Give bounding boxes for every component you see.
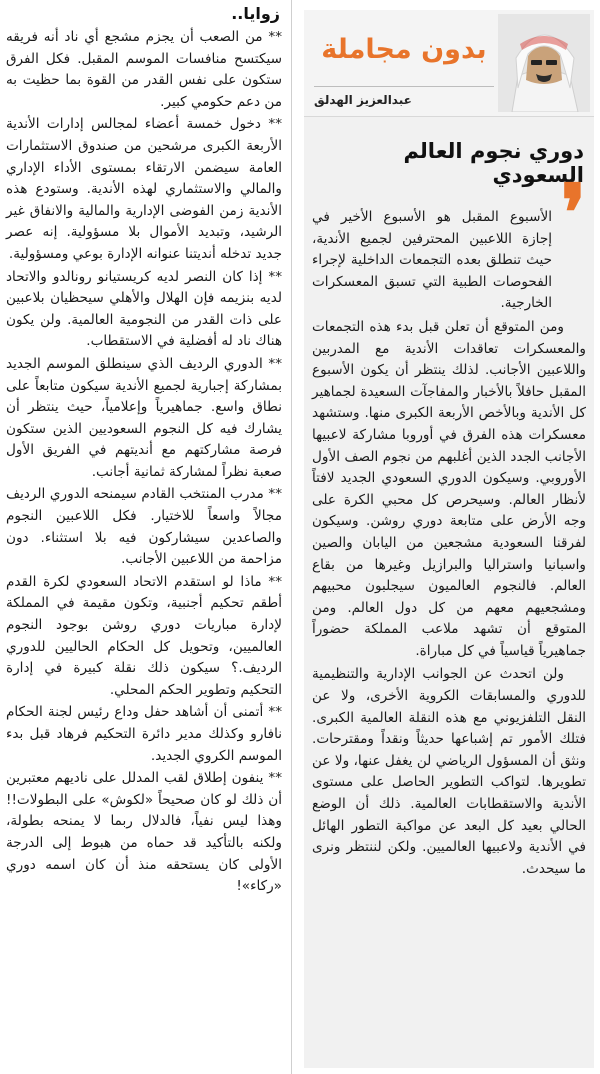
column-name: بدون مجاملة xyxy=(321,34,487,65)
column-banner xyxy=(304,10,594,117)
article-headline: دوري نجوم العالم السعودي xyxy=(403,139,584,187)
zawaya-item: ** أتمنى أن أشاهد حفل وداع رئيس لجنة الحكام نافارو وكذلك مدير دائرة التحكيم فرهاد قبل بدء الموسم الكروي الجديد. xyxy=(6,704,282,764)
zawaya-items xyxy=(6,27,282,898)
zawaya-item: ** إذا كان النصر لديه كريستيانو رونالدو والاتحاد لديه بنزيمه فإن الهلال والأهلي سيحظيان بلاعبين على ذات القدر من النجومية العالمية. ولن يكون هناك ناد له أفضلية في الاستقطاب. xyxy=(6,268,282,350)
article-paragraph: ولن اتحدث عن الجوانب الإدارية والتنظيمية للدوري والمسابقات الكروية الأخرى، ولا عن النقل التلفزيوني مع هذه النقلة العالمية الكبرى. فتلك الأمور تم إشباعها حديثاً ونقداً ومقترحات. ونثق أن المسؤول الرياضي لن يغفل عنها، ولا عن تطويرها. لتواكب التطوير الحاصل على مستوى الأندية والاستقطابات العالمية. ذلك أن الوضع الحالي بعيد كل البعد عن مواكبة التطور الهائل في الأندية ولاعبيها العالميين. ولكن لننتظر ونرى ما سيحدث. xyxy=(312,666,586,877)
zawaya-item: ** ماذا لو استقدم الاتحاد السعودي لكرة القدم أطقم تحكيم أجنبية، وتكون مقيمة في المملكة لإدارة مباريات دوري روشن بوجود النجوم العالميين، وتحويل كل الحكام الحاليين للدوري الرديف.؟ سيكون ذلك نقلة كبيرة في إدارة التحكيم وتطوير الحكم المحلي. xyxy=(6,573,282,698)
quote-mark-icon: ❜ xyxy=(560,168,586,259)
author-portrait-illustration xyxy=(498,14,590,112)
author-name: عبدالعزيز الهدلق xyxy=(314,86,494,107)
zawaya-item: ** الدوري الرديف الذي سينطلق الموسم الجديد بمشاركة إجبارية لجميع الأندية سيكون متابعاً على نطاق واسع. جماهيرياً وإعلامياً، حيث ينتظر أن يشارك فيه كل النجوم السعوديين الذين ستكون فرصة مشاركتهم مع أنديتهم في الفريق الأول صعبة نظراً لمشاركة ثمانية أجانب. xyxy=(6,355,282,480)
article-body xyxy=(304,207,594,880)
article-paragraph: ومن المتوقع أن تعلن قبل بدء هذه التجمعات والمعسكرات تعاقدات الأندية مع المدربين واللاعبين الأجانب. لذلك ينتظر أن يكون الأسبوع المقبل حافلاً بالأخبار والمفاجآت السعيدة لجماهير كل الأندية وبالأخص الأربعة الكبرى منها. وستشهد معسكرات هذه الفرق في أوروبا مشاركة لاعبيها الأجانب الجدد الذين أغلبهم من نجوم الصف الأول الأوروبي. وسيكون الدوري السعودي الجديد لافتاً لأنظار العالم. وسيحرص كل محبي الكرة على وجه الأرض على متابعة دوري روشن. وسيكون لفرقنا السعودية مشجعين من اليابان والصين واسبانيا واستراليا والبرازيل وغيرها من بقاع العالم. فالنجوم العالميون سيجلبون محبيهم ومشجعيهم معهم من كل دول العالم. ومن المتوقع أن تشهد ملاعب المملكة حضوراً جماهيرياً قياسياً في كل مباراة. xyxy=(312,318,586,659)
zawaya-title: زوايا.. xyxy=(231,4,280,23)
zawaya-item: ** مدرب المنتخب القادم سيمنحه الدوري الرديف مجالاً واسعاً للاختيار. فكل اللاعبين النجوم والصاعدين سيشاركون فيه بلا استثناء. دون مزاحمة من اللاعبين الأجانب. xyxy=(6,486,282,568)
column-divider xyxy=(291,0,292,1074)
article-paragraph: الأسبوع المقبل هو الأسبوع الأخير في إجازة اللاعبين المحترفين لجميع الأندية، حيث تنطلق بعده التجمعات الداخلية لإجراء الفحوصات الطبية التي تسبق المعسكرات الخارجية. xyxy=(312,209,552,312)
zawaya-item: ** ينفون إطلاق لقب المدلل على ناديهم معتبرين أن ذلك لو كان صحيحاً «لكوش» على البطولات!! وهذا ليس نفياً، فالدلال ربما لا يمنحه بطولة، ولكنه بالتأكيد قد حماه من هبوط إلى الدرجة الأولى كان يستحقه منذ أن كان اسمه دوري «ركاء»! xyxy=(6,770,282,895)
zawaya-item: ** من الصعب أن يجزم مشجع أي ناد أنه فريقه سيكتسح منافسات الموسم المقبل. فكل الفرق ستكون على نفس القدر من القوة بما حظيت به من دعم حكومي كبير. xyxy=(6,29,282,110)
zawaya-column xyxy=(6,0,282,1074)
zawaya-item: ** دخول خمسة أعضاء لمجالس إدارات الأندية الأربعة الكبرى مرشحين من صندوق الاستثمارات العامة سيضمن الارتقاء بمستوى الأداء الإداري والمالي والاستثماري لهذه الأندية. وستودع هذه الأندية زمن الفوضى الإدارية والمالية والانفاق غير الرشيد، وتبديد الأموال بلا مسؤولية. إنه عصر جديد تدخله أنديتنا عنوانه الإدارة بوعي ومسؤولية. xyxy=(6,116,282,262)
author-photo xyxy=(498,14,590,112)
opinion-column xyxy=(304,10,594,1068)
